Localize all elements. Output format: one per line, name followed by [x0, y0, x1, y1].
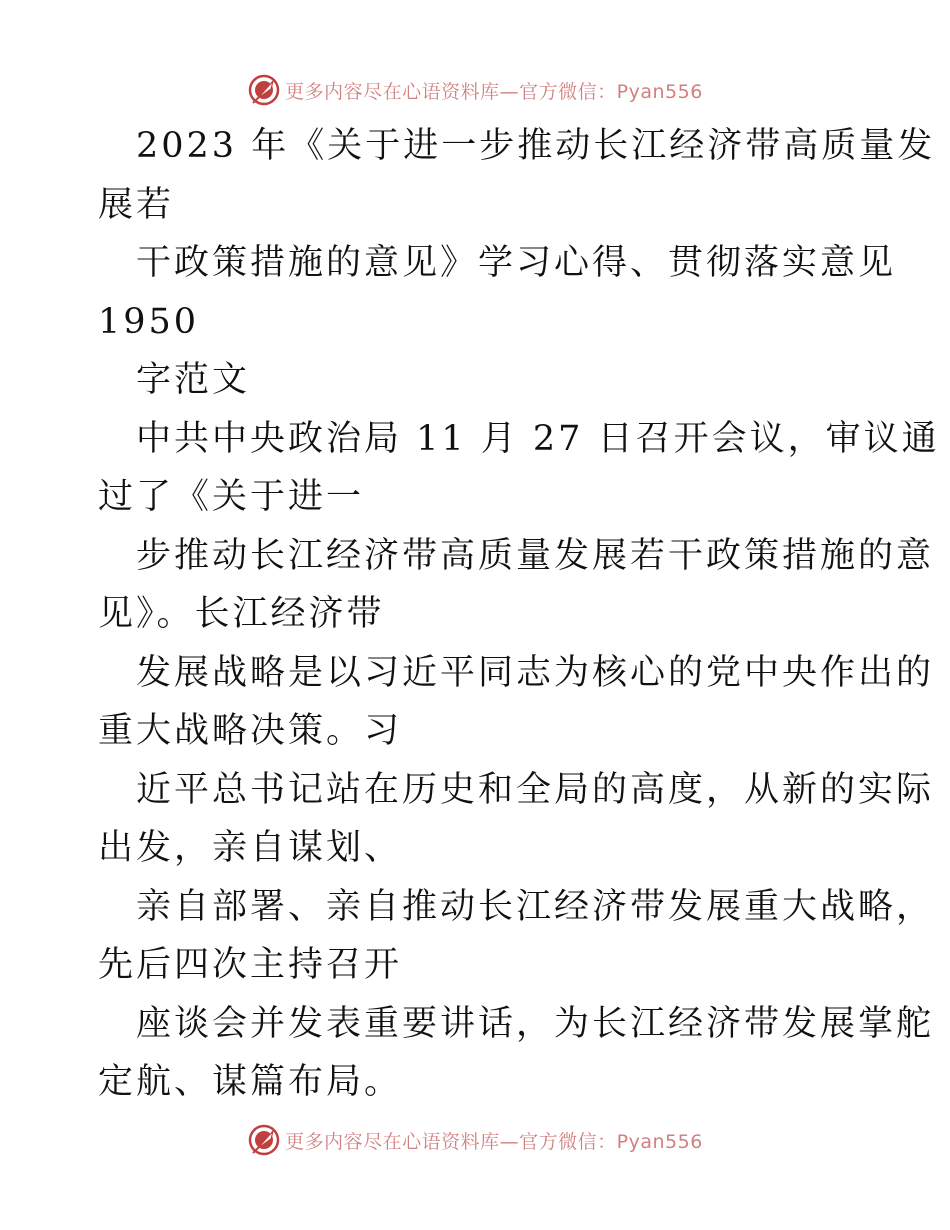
- document-line: 见》。长江经济带: [98, 594, 385, 634]
- document-line: 过了《关于进一: [98, 477, 365, 517]
- document-body: [98, 117, 940, 1112]
- document-line: 2023 年《关于进一步推动长江经济带高质量发: [136, 126, 936, 166]
- document-line: 先后四次主持召开: [98, 945, 403, 985]
- document-line: 步推动长江经济带高质量发展若干政策措施的意: [136, 535, 935, 576]
- document-line: 座谈会并发表重要讲话，为长江经济带发展掌舵: [136, 1003, 935, 1044]
- footer-watermark: [0, 1120, 950, 1160]
- document-line: 出发，亲自谋划、: [98, 828, 403, 868]
- document-line: 干政策措施的意见》学习心得、贯彻落实意见: [136, 243, 897, 283]
- document-line: 亲自部署、亲自推动长江经济带发展重大战略，: [136, 886, 935, 927]
- document-line: 中共中央政治局 11 月 27 日召开会议，审议通: [136, 418, 940, 459]
- watermark-text: 更多内容尽在心语资料库—官方微信：Pyan556: [285, 80, 703, 103]
- quill-seal-icon: [247, 73, 281, 107]
- document-line: 发展战略是以习近平同志为核心的党中央作出的: [136, 652, 935, 693]
- document-line: 1950: [98, 301, 200, 342]
- document-line: 近平总书记站在历史和全局的高度，从新的实际: [136, 769, 935, 810]
- watermark-text: 更多内容尽在心语资料库—官方微信：Pyan556: [285, 1130, 703, 1153]
- document-line: 字范文: [136, 360, 251, 400]
- document-line: 定航、谋篇布局。: [98, 1062, 403, 1102]
- header-watermark: [0, 70, 950, 110]
- document-line: 展若: [98, 184, 175, 225]
- quill-seal-icon: [247, 1123, 281, 1157]
- document-line: 重大战略决策。习: [98, 711, 403, 751]
